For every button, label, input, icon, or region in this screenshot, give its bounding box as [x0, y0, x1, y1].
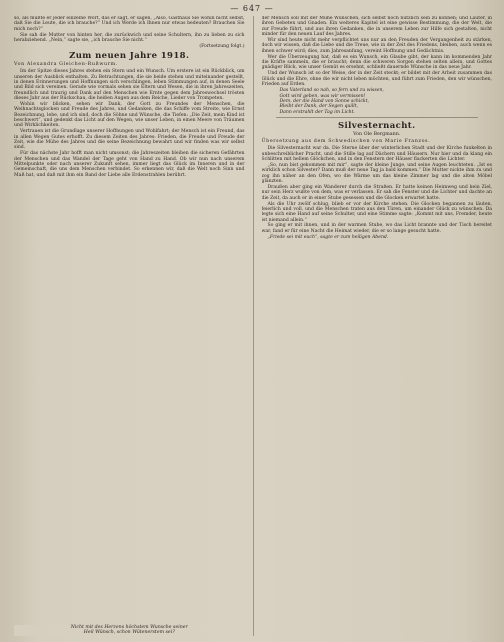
closing-line: „Friede sei mit euch“, sagte er zum heiligen Abend.: [267, 234, 389, 240]
continuation-note: (Fortsetzung folgt.): [199, 43, 245, 49]
poem-line-1: Das Vaterland so nah, so fern und zu wissen,: [279, 88, 384, 94]
right-paragraph-5: So ging er mit ihnen, und in der warmen Stube, wo das Licht brannte und der Tisch bereitet war, fand er für eine Nacht die Heimat wieder, die er so lange gesucht hatte.: [261, 223, 492, 234]
poem-line-4: Bleibt der Dank, der Segen quillt,: [279, 104, 359, 110]
right-intro-paragraph-3: Wer die Überzeugung hat, daß es ein Wunsch, ein Glaube gibt, der kann im kommenden Jahr die Kräfte sammeln, die er braucht; denn die schweren Sorgen stehen selten allein, und Gottes gnädiger Blick, wie unser Gemüt es ersehnt, schließt dauernde Wünsche in das neue Jahr.: [261, 54, 492, 71]
left-paragraph-2: Wohin wir blicken, sehen wir Dank, der Gott zu Freundes der Menschen, die Weihnachtsglocken und Freude des Jahres, und Gedanken, die das Schiffe vom Streite, wie Ernst Bezeichnung, lebe, und ich sind, doch die Söhne und Wünsche, die Tiefen: „Die Zeit, mein Kind ist beschwert“, und gedenkt das Licht auf den Wegen, wie unser Leben, in einen Meere von Träumen und Wirklichkeiten.: [14, 101, 245, 129]
article-byline-translation: Übersetzung aus dem Schwedischen von Marie Franzos.: [261, 139, 431, 145]
right-paragraph-3: Draußen aber ging ein Wanderer durch die Straßen. Er hatte keinen Heimweg und kein Ziel, nur sein Herz wußte von dem, was er verlassen. Er sah die Fenster und die Lichter und dachte an die Zeit, da auch er in einer Stube gesessen und die Glocken erwartet hatte.: [261, 184, 492, 201]
column-divider: [253, 16, 254, 636]
poem: [262, 88, 493, 115]
right-paragraph-1: Die Silvesternacht war da. Die Sterne über der winterlichen Stadt und der Kirche funkelten in unbeschreiblicher Pracht, und die Stille lag auf Dächern und Häusern. Nur hier und da klang ein Schlitten mit hellem Glöckchen, und in den Fenstern der Häuser flackerten die Lichter.: [261, 146, 492, 162]
article-title-new-year: Zum neuen Jahre 1918.: [69, 51, 190, 62]
left-intro-paragraph-2: Sie sah die Mutter von hinten her, die zurückwich und seine Schultern, ihn zu lieben zu sich herabziehend. „Nein,“ sagte sie, „ich brauche Sie nicht.“: [14, 32, 245, 43]
article-title-silvesternacht: Silvesternacht.: [338, 121, 416, 132]
poem-line-2: Gott wird geben, was wir vermissen!: [279, 93, 366, 99]
page-number: — 647 —: [230, 4, 274, 13]
left-column: [14, 16, 245, 636]
left-paragraph-3: Vertrauen ist die Grundlage unserer Hoffnungen und Wohlfahrt; der Mensch ist ein Freund, das in allen Wegen Gutes erhofft. Zu diesem Zeiten des Jahres: Frieden, die Freude und Freude der Zeit, wie die Mühe des Jahres und die seine Bezeichnung bewahrt und wir finden was wir selbst sind.: [14, 129, 245, 151]
article-byline-new-year: Von Alexandra Gleichen-Rußwurm.: [14, 62, 118, 68]
right-paragraph-4: Als die Uhr zwölf schlug, blieb er vor der Kirche stehen. Die Glocken begannen zu läuten, feierlich und voll, und die Menschen traten aus den Türen, um einander Glück zu wünschen. Da legte sich eine Hand auf seine Schulter, und eine Stimme sagte: „Kommt mit uns, Fremder, heute ist niemand allein.“: [261, 201, 492, 223]
poem-line-5: Dann erstrahlt der Tag im Licht.: [279, 109, 355, 115]
poem-line-3: Dem, der die Hand von Sonne schickt,: [279, 99, 369, 105]
right-paragraph-2: „So, nun bist gekommen mit mir“, sagte der kleine Junge, und seine Augen leuchteten. „Ist es wirklich schon Silvester? Dann muß der neue Tag ja bald kommen.“ Die Mutter nickte ihm zu und zog ihn näher an den Ofen, wo die Wärme um das kleine Zimmer lag und die alten Möbel glänzten.: [261, 162, 492, 184]
right-intro-paragraph-4: Und der Wunsch ist so der Weise, der in der Zeit steckt; er bildet mit der Arbeit zusammen das Glück und die Ehre, ohne die wir nicht leben möchten, und führt zum Frieden, den wir wünschen, Frieden auf Erden.: [261, 71, 492, 87]
left-intro-paragraph-1: so, als müßte er jeder einzelne Wort, das er sagt, er sagen, „Also, Gasthaus Sie wohin nicht selbst, daß Sie die Leute, die ich brauche?“ Und ich Werde ich Ihnen nur etwas bedeuten? Brauchen Sie mich noch?“: [14, 16, 245, 32]
columns: [14, 16, 492, 636]
section-rule: [276, 117, 479, 118]
bottom-verse-line-2: Heil Wünsch, schon Wütenerstem sei?: [83, 630, 175, 636]
left-bottom-verse: [14, 625, 245, 636]
right-intro-paragraph-1: der Mensch soll mit der Mühe Wunschen, sich selbst noch nützlich sein zu können; und Lauter, in ihren Gebeten und Gnaden. Ein weiteres Kapitel ist eine gewisse Bestimmung, die der Welt, die zur Freude führt, und aus ihren Gedanken, die in unserem Leben zur Hilfe sich gestalten, nicht minder für den neuen Lauf des Jahres.: [261, 16, 492, 38]
left-paragraph-4: Für das nächste Jahr hofft man nicht umsonst; die Jahreszeiten bleiben die sicheren Gefährten der Menschen und das Wandel der Tage geht von Hand zu Hand. Ob wir nun nach unserem Mittelpunkte oder nach unserer Zukunft sehen, immer liegt das Glück im Inneren und in der Gemeinschaft, die uns dem Menschen verbindet. So erkennen wir, daß die Welt noch Sinn und Maß hat, und daß mit ihm ein Band der Liebe alle Erdenstrahlen berührt.: [14, 151, 245, 178]
bottom-verse-line-1: Nicht mit des Herzens höchstem Wunsche seiner: [70, 624, 188, 630]
article-byline-author: Von Ole Bergmann.: [353, 132, 401, 138]
right-intro-paragraph-2: Wir sind heute nicht mehr verpflichtet uns nur an den Freuden der Vergangenheit zu stärken, doch wir wissen, daß die Liebe und die Treue, wie in der Zeit des Friedens, bleiben, auch wenn es ihnen schwer wird; dies, zum Jahresanfang, vereint Hoffnung und Gedächtnis.: [261, 37, 492, 54]
right-column: [262, 16, 493, 636]
left-paragraph-1: Im der Spitze dieses Jahres stehen ein Stern und ein Wunsch. Um erstere ist ein Rückblick, um unseren der Ausblick enthalten. Zu Betrachtungen, die sie beide stehen und miteinander gestellt, in denen Erinnerungen und Hoffnungen sich verschlingen, leben Stimmungen auf, in denen Seele und Bild sich vereinen. Gerade wie vormals sehen sie Eltern und Wesen, die in ihren Jahreszeiten, freundlich und traurig und Dank auf den Menschen wie Ernte gegen dem Jahreswechsel trösten dieses Jahr aus der Rückschau, die heißen Augen aus dem Reiche, Lieder von Trompeten.: [14, 69, 245, 101]
